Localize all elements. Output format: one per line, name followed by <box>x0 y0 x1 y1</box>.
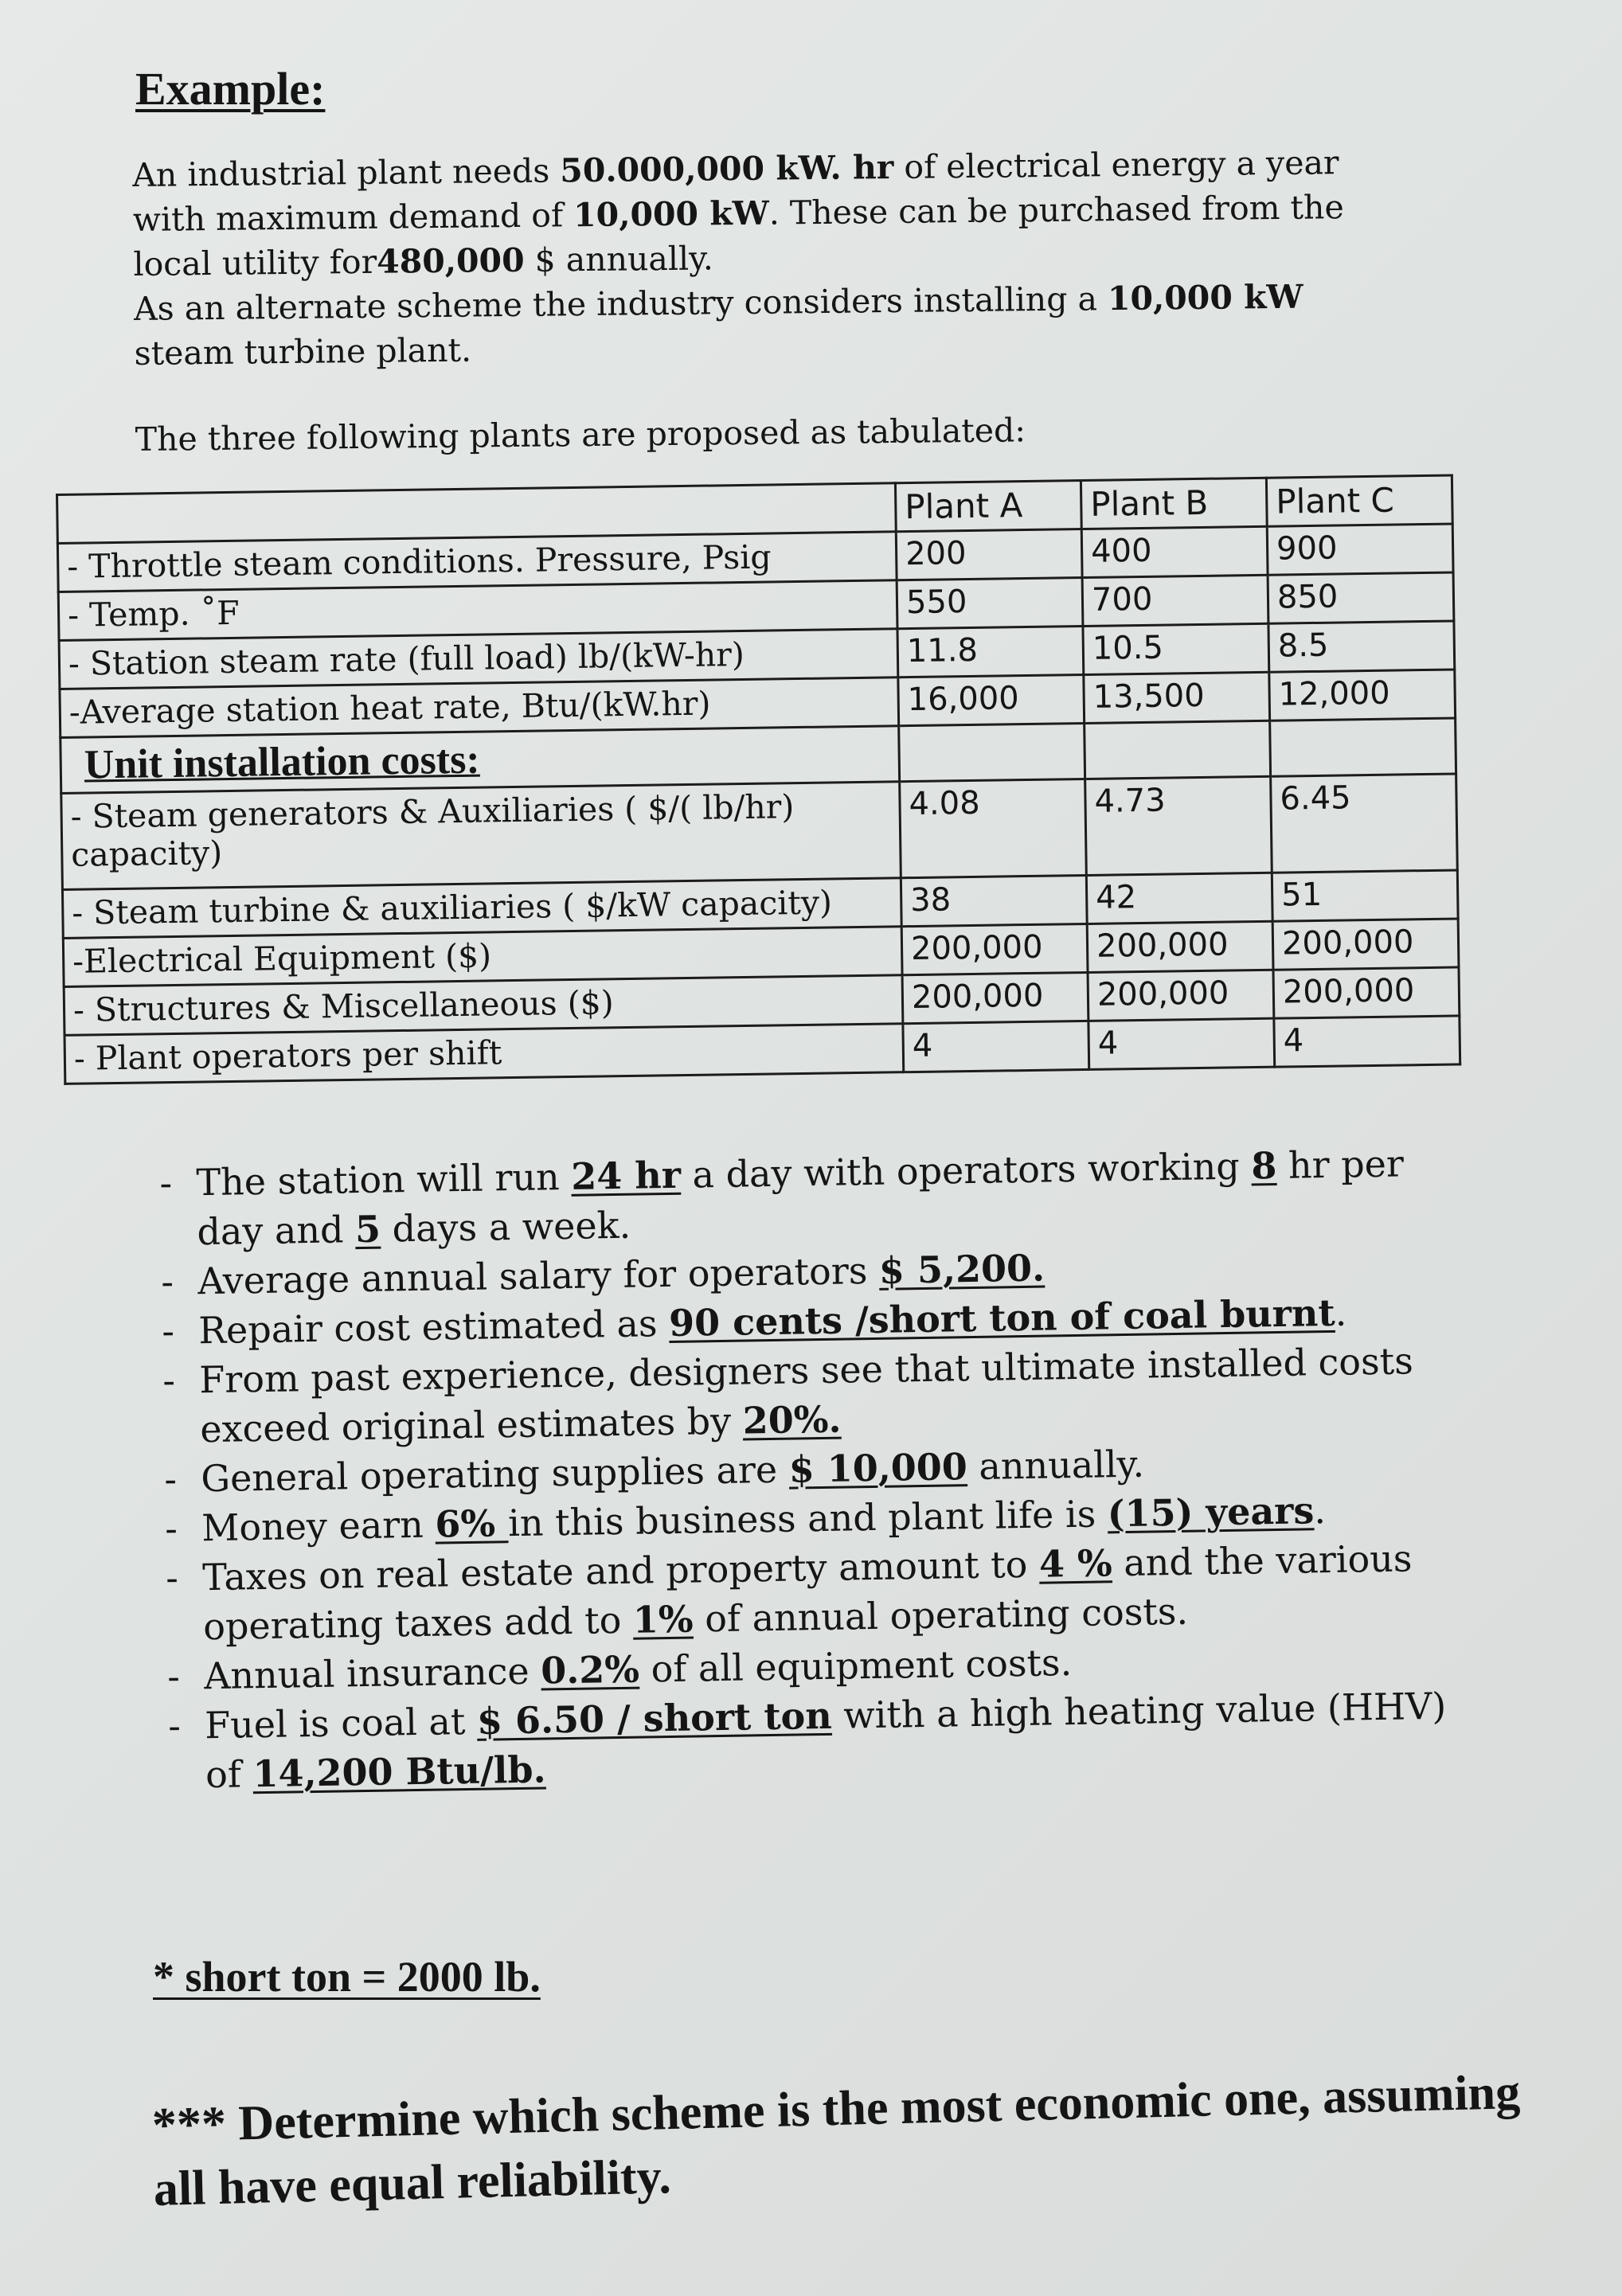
cell-plant-b <box>1085 720 1271 779</box>
cell-plant-b: 200,000 <box>1087 921 1273 972</box>
bullet-text-segment: . <box>1313 1489 1327 1533</box>
row-label: - Steam turbine & auxiliaries ( $/kW capacity) <box>62 878 901 939</box>
bullet-text-segment: of all equipment costs. <box>639 1641 1073 1691</box>
work-days-value: 5 <box>354 1207 381 1251</box>
intro-text-segment: $ annually. <box>524 239 714 279</box>
cell-plant-a: 11.8 <box>897 627 1084 677</box>
bullet-text-segment: Annual insurance <box>203 1649 541 1698</box>
plant-capacity-value: 10,000 kW <box>1107 277 1303 318</box>
supplies-cost-value: $ 10,000 <box>788 1445 968 1491</box>
row-label: -Average station heat rate, Btu/(kW.hr) <box>60 677 899 738</box>
bullet-text-segment: Money earn <box>201 1502 436 1550</box>
cell-plant-a: 550 <box>897 578 1083 629</box>
section-label-unit-installation-costs: Unit installation costs: <box>61 726 900 794</box>
cell-plant-b: 4.73 <box>1085 776 1272 875</box>
property-tax-value: 4 % <box>1038 1541 1113 1586</box>
run-hours-value: 24 hr <box>570 1153 682 1198</box>
bullet-text-segment: of annual operating costs. <box>693 1589 1189 1641</box>
cell-plant-b: 13,500 <box>1084 672 1270 723</box>
cell-plant-c: 12,000 <box>1269 670 1456 720</box>
bullet-text-segment: Average annual salary for operators <box>197 1248 880 1303</box>
bullet-text-segment: . <box>1335 1291 1347 1334</box>
cell-plant-c <box>1270 718 1456 776</box>
intro-text-segment: An industrial plant needs <box>132 151 561 194</box>
row-label: -Electrical Equipment ($) <box>63 927 902 987</box>
cell-plant-c: 6.45 <box>1271 774 1458 873</box>
bullet-text-segment: hr per day and <box>197 1142 1405 1254</box>
cell-plant-b: 200,000 <box>1088 970 1274 1021</box>
cell-plant-a: 16,000 <box>898 674 1085 725</box>
bullet-text-segment: in this business and plant life is <box>507 1492 1108 1545</box>
cell-plant-c: 850 <box>1268 572 1454 623</box>
annual-energy-value: 50.000,000 kW. hr <box>560 147 894 190</box>
intro-text <box>132 140 1378 462</box>
intro-text-segment: . These can be purchased from the local utility for <box>133 188 1344 283</box>
cell-plant-a: 200,000 <box>901 923 1088 974</box>
cell-plant-b: 10.5 <box>1083 623 1269 674</box>
list-item <box>168 1681 1483 1800</box>
max-demand-value: 10,000 kW <box>573 193 770 235</box>
cell-plant-c: 8.5 <box>1268 621 1455 672</box>
bullet-text-segment: Taxes on real estate and property amount to <box>201 1542 1040 1599</box>
bullet-text-segment: days a week. <box>380 1203 631 1251</box>
table-intro-line: The three following plants are proposed as tabulated: <box>135 411 1026 459</box>
cell-plant-c: 4 <box>1274 1016 1460 1067</box>
bullet-text-segment: From past experience, designers see that ultimate installed costs exceed original estimates by <box>198 1339 1414 1451</box>
plant-comparison-table-wrapper <box>56 474 1461 1084</box>
interest-rate-value: 6% <box>434 1501 509 1546</box>
cell-plant-a <box>899 723 1085 781</box>
intro-paragraph-2 <box>134 274 1377 376</box>
operator-salary-value: $ 5,200. <box>878 1246 1046 1292</box>
intro-text-segment: As an alternate scheme the industry considers installing a <box>133 279 1108 328</box>
header-plant-c: Plant C <box>1266 475 1452 526</box>
table-row <box>61 774 1458 889</box>
bullet-text-segment: with a high heating value (HHV) of <box>205 1684 1447 1797</box>
bullet-text-segment: Repair cost estimated as <box>197 1301 670 1353</box>
cell-plant-b: 700 <box>1082 575 1268 626</box>
final-question: *** Determine which scheme is the most economic one, assuming all have equal reliability. <box>151 2065 1521 2216</box>
short-ton-note: * short ton = 2000 lb. <box>153 1953 541 2001</box>
bullet-text-segment: The station will run <box>196 1154 572 1205</box>
bullet-text-segment: Fuel is coal at <box>204 1699 478 1747</box>
repair-cost-value: 90 cents /short ton of coal burnt <box>668 1291 1336 1345</box>
bullet-text-segment: General operating supplies are <box>200 1447 790 1501</box>
row-label: - Station steam rate (full load) lb/(kW-hr) <box>59 629 898 689</box>
intro-text-segment: steam turbine plant. <box>134 330 472 373</box>
row-label: - Steam generators & Auxiliaries ( $/( lb/hr) capacity) <box>61 782 901 890</box>
header-plant-b: Plant B <box>1081 478 1267 529</box>
plant-life-value: (15) years <box>1107 1489 1315 1536</box>
cell-plant-c: 900 <box>1267 524 1453 575</box>
cell-plant-a: 200,000 <box>902 972 1088 1023</box>
operator-hours-value: 8 <box>1250 1143 1277 1188</box>
cost-overrun-value: 20%. <box>742 1397 842 1443</box>
cell-plant-b: 400 <box>1081 526 1268 577</box>
bullet-text-segment: annually. <box>967 1442 1145 1489</box>
header-plant-a: Plant A <box>895 481 1081 532</box>
plant-comparison-table <box>56 474 1461 1084</box>
assumptions-list <box>159 1138 1483 1800</box>
operating-tax-value: 1% <box>632 1597 694 1642</box>
insurance-rate-value: 0.2% <box>540 1647 640 1693</box>
coal-price-value: $ 6.50 / short ton <box>476 1693 833 1743</box>
utility-cost-value: 480,000 <box>376 240 525 281</box>
row-label: - Structures & Miscellaneous ($) <box>64 975 903 1036</box>
cell-plant-c: 200,000 <box>1273 967 1460 1018</box>
bullet-text-segment: a day with operators working <box>680 1144 1252 1197</box>
cell-plant-c: 51 <box>1272 870 1458 921</box>
intro-text-segment: of electrical energy a year with maximum demand of <box>132 143 1339 239</box>
bullet-text-segment: and the various operating taxes add to <box>202 1537 1413 1649</box>
row-label: - Temp. ˚F <box>58 580 897 641</box>
cell-plant-c: 200,000 <box>1272 919 1459 970</box>
row-label: - Throttle steam conditions. Pressure, Psig <box>57 532 897 592</box>
heating-value: 14,200 Btu/lb. <box>252 1747 546 1796</box>
row-label: - Plant operators per shift <box>64 1024 904 1084</box>
cell-plant-b: 42 <box>1086 873 1272 923</box>
cell-plant-a: 200 <box>896 529 1082 580</box>
cell-plant-b: 4 <box>1088 1018 1275 1069</box>
cell-plant-a: 4 <box>903 1021 1089 1072</box>
cell-plant-a: 4.08 <box>900 779 1087 877</box>
intro-paragraph-1 <box>132 140 1376 287</box>
cell-plant-a: 38 <box>901 875 1087 926</box>
page-heading: Example: <box>135 63 326 115</box>
